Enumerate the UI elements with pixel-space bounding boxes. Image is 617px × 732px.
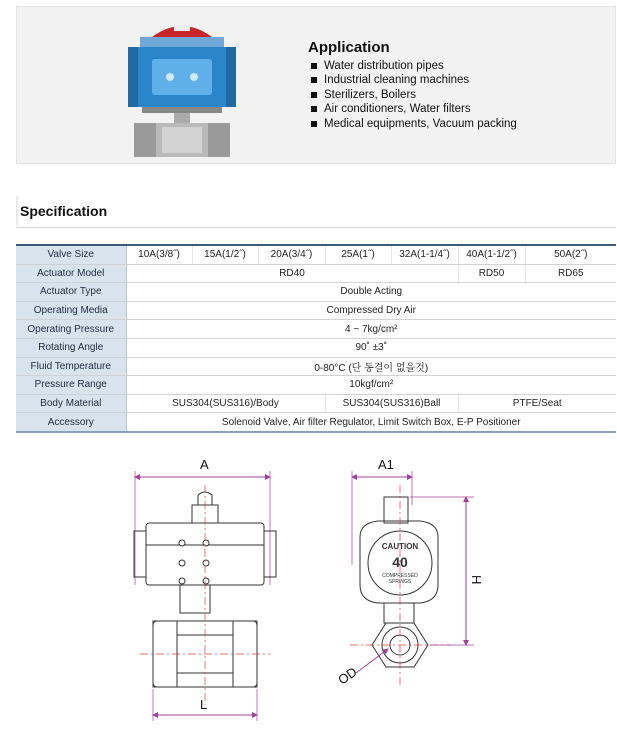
application-panel bbox=[16, 6, 616, 164]
table-cell: 15A(1/2˝) bbox=[192, 245, 258, 264]
table-cell: 40A(1-1/2˝) bbox=[458, 245, 525, 264]
table-cell: 10A(3/8˝) bbox=[126, 245, 192, 264]
row-label: Valve Size bbox=[16, 245, 126, 264]
table-row bbox=[16, 357, 616, 376]
row-label: Body Material bbox=[16, 394, 126, 413]
list-item: Water distribution pipes bbox=[308, 59, 517, 73]
table-cell: 20A(3/4˝) bbox=[258, 245, 325, 264]
specification-title: Specification bbox=[20, 203, 108, 219]
table-row bbox=[16, 245, 616, 264]
table-row bbox=[16, 338, 616, 357]
table-cell: 50A(2˝) bbox=[525, 245, 616, 264]
table-cell: SUS304(SUS316)/Body bbox=[126, 394, 325, 413]
table-cell: 25A(1˝) bbox=[325, 245, 391, 264]
specification-table bbox=[16, 244, 616, 433]
table-cell: RD50 bbox=[458, 264, 525, 283]
front-view bbox=[134, 471, 276, 721]
dimension-a-label: A bbox=[200, 457, 209, 472]
table-cell: 4 ~ 7kg/cm² bbox=[126, 320, 616, 339]
cap-sub-text-2: SPRINGS bbox=[388, 579, 412, 585]
dimension-od-label: OD bbox=[335, 663, 360, 688]
row-label: Operating Pressure bbox=[16, 320, 126, 339]
dimension-drawing bbox=[120, 445, 500, 730]
list-item: Industrial cleaning machines bbox=[308, 73, 517, 87]
row-label: Actuator Type bbox=[16, 283, 126, 302]
cap-caution-text: CAUTION bbox=[381, 542, 419, 551]
list-item: Air conditioners, Water filters bbox=[308, 102, 517, 116]
row-label: Actuator Model bbox=[16, 264, 126, 283]
table-cell: RD40 bbox=[126, 264, 458, 283]
list-item: Sterilizers, Boilers bbox=[308, 88, 517, 102]
cap-sub-text-1: COMPRESSED bbox=[382, 573, 418, 579]
table-cell: Solenoid Valve, Air filter Regulator, Limit Switch Box, E-P Positioner bbox=[126, 413, 616, 432]
application-title: Application bbox=[308, 39, 390, 56]
table-cell: SUS304(SUS316)Ball bbox=[325, 394, 458, 413]
row-label: Rotating Angle bbox=[16, 338, 126, 357]
row-label: Fluid Temperature bbox=[16, 357, 126, 376]
table-cell: 10kgf/cm² bbox=[126, 376, 616, 395]
table-cell: 0-80°C (단 동결이 없을것) bbox=[126, 357, 616, 376]
table-cell: 90˚ ±3˚ bbox=[126, 338, 616, 357]
table-row bbox=[16, 413, 616, 432]
row-label: Operating Media bbox=[16, 301, 126, 320]
row-label: Pressure Range bbox=[16, 376, 126, 395]
table-cell: PTFE/Seat bbox=[458, 394, 616, 413]
table-cell: Double Acting bbox=[126, 283, 616, 302]
table-cell: Compressed Dry Air bbox=[126, 301, 616, 320]
dimension-h-label: H bbox=[469, 575, 484, 585]
dimension-l-label: L bbox=[200, 697, 208, 712]
row-label: Accessory bbox=[16, 413, 126, 432]
list-item: Medical equipments, Vacuum packing bbox=[308, 117, 517, 131]
table-row bbox=[16, 320, 616, 339]
divider bbox=[16, 227, 616, 228]
table-cell: RD65 bbox=[525, 264, 616, 283]
actuator-valve-photo bbox=[122, 11, 242, 161]
table-cell: 32A(1-1/4˝) bbox=[391, 245, 458, 264]
table-row bbox=[16, 376, 616, 395]
table-row bbox=[16, 301, 616, 320]
table-row bbox=[16, 394, 616, 413]
table-row bbox=[16, 264, 616, 283]
dimension-a1-label: A1 bbox=[378, 457, 394, 472]
application-list bbox=[308, 59, 517, 131]
cap-number-text: 40 bbox=[392, 554, 408, 570]
table-row bbox=[16, 283, 616, 302]
